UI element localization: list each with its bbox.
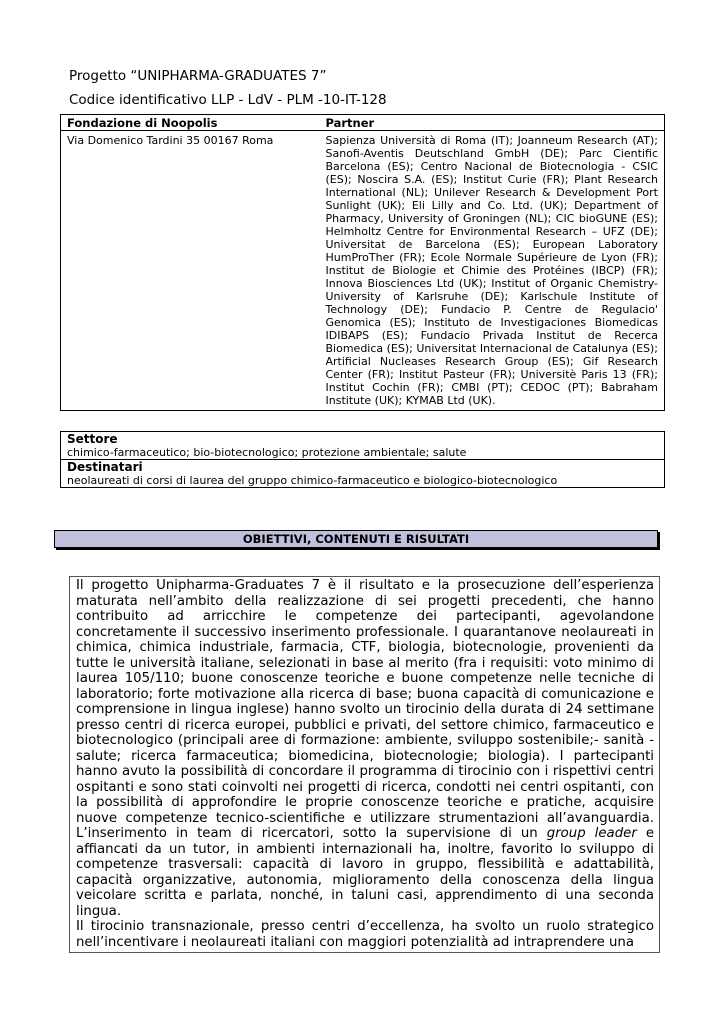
objectives-text-box bbox=[69, 576, 660, 953]
promoter-header: Fondazione di Noopolis bbox=[61, 115, 320, 131]
sector-recipients-box bbox=[60, 431, 665, 488]
partners-header-row bbox=[61, 115, 665, 131]
partner-list: Sapienza Università di Roma (IT); Joanneum Research (AT); Sanofi-Aventis Deutschland GmbH (DE); Parc Cientific Barcelona (ES); Centro Nacional de Biotecnologia - CSIC (ES); Noscira S.A. (ES); Institut Curie (FR); Plant Research International (NL); Unilever Research & Development Port Sunlight (UK); Eli Lilly and Co. Ltd. (UK); Department of Pharmacy, University of Groningen (NL); CIC bioGUNE (ES); Helmholtz Centre for Environmental Research – UFZ (DE); Universitat de Barcelona (ES); European Laboratory HumProTher (FR); Ecole Normale Supérieure de Lyon (FR); Institut de Biologie et Chimie des Protéines (IBCP) (FR); Innova Biosciences Ltd (UK); Institut of Organic Chemistry-University of Karlsruhe (DE); Karlschule Institute of Technology (DE); Fundacio P. Centre de Regulacio' Genomica (ES); Instituto de Investigaciones Biomedicas IDIBAPS (ES); Fundacio Privada Institut de Recerca Biomedica (ES); Universitat Internacional de Catalunya (ES); Artificial Nucleases Research Group (ES); Gif Research Center (FR); Institut Pasteur (FR); Universitè Paris 13 (FR); Institut Cochin (FR); CMBI (PT); CEDOC (PT); Babraham Institute (UK); KYMAB Ltd (UK). bbox=[325, 134, 659, 407]
project-code: Codice identificativo LLP - LdV - PLM -10-IT-128 bbox=[69, 92, 387, 108]
recipients-label: Destinatari bbox=[61, 459, 664, 474]
body-p1-start: Il progetto Unipharma-Graduates 7 è il risultato e la prosecuzione dell’esperienza maturata nell’ambito della realizzazione di sei progetti precedenti, che hanno contribuito ad arricchire le competenze dei partecipanti, agevolandone concretamente il successivo inserimento professionale. I quarantanove neolaureati in chimica, chimica industriale, farmacia, CTF, biologia, biotecnologie, provenienti da tutte le università italiane, selezionati in base al merito (fra i requisiti: voto minimo di laurea 105/110; buone conoscenze teoriche e buone competenze nelle tecniche di laboratorio; forte motivazione alla ricerca di base; buona capacità di comunicazione e comprensione in lingua inglese) hanno svolto un tirocinio della durata di 24 settimane presso centri di ricerca europei, pubblici e privati, del settore chimico, farmaceutico e biotecnologico (principali aree di formazione: ambiente, sviluppo sostenibile;- sanità - salute; ricerca farmaceutica; biomedicina, biotecnologie; biologia). I partecipanti hanno avuto la possibilità di concordare il programma di tirocinio con i rispettivi centri ospitanti e sono stati coinvolti nei progetti di ricerca, condotti nei centri ospitanti, con la possibilità di approfondire le proprie conoscenze teoriche e pratiche, acquisire nuove competenze tecnico-scientifiche e utilizzare strumentazioni all’avanguardia. L’inserimento in team di ricercatori, sotto la supervisione di un bbox=[76, 578, 654, 841]
partner-header: Partner bbox=[320, 115, 665, 131]
body-paragraph-2: Il tirocinio transnazionale, presso centri d’eccellenza, ha svolto un ruolo strategico nell’incentivare i neolaureati italiani con maggiori potenzialità ad intraprendere una bbox=[76, 919, 654, 950]
partners-body-row bbox=[61, 131, 665, 411]
project-title: Progetto “UNIPHARMA-GRADUATES 7” bbox=[69, 68, 327, 84]
sector-label: Settore bbox=[67, 432, 118, 446]
body-paragraph-1 bbox=[76, 578, 654, 919]
promoter-address: Via Domenico Tardini 35 00167 Roma bbox=[67, 134, 274, 147]
section-title-banner: OBIETTIVI, CONTENUTI E RISULTATI bbox=[54, 530, 658, 548]
partners-table bbox=[60, 114, 665, 411]
sector-value: chimico-farmaceutico; bio-biotecnologico; protezione ambientale; salute bbox=[67, 446, 467, 459]
body-p1-end: e affiancati da un tutor, in ambienti internazionali ha, inoltre, favorito lo sviluppo di competenze trasversali: capacità di lavoro in gruppo, flessibilità e adattabilità, capacità organizzative, autonomia, miglioramento della conoscenza della lingua veicolare scritta e parlata, nonché, in taluni casi, apprendimento di una seconda lingua. bbox=[76, 826, 654, 919]
recipients-value: neolaureati di corsi di laurea del gruppo chimico-farmaceutico e biologico-biotecnologico bbox=[67, 474, 558, 487]
body-p1-italic: group leader bbox=[546, 826, 637, 841]
